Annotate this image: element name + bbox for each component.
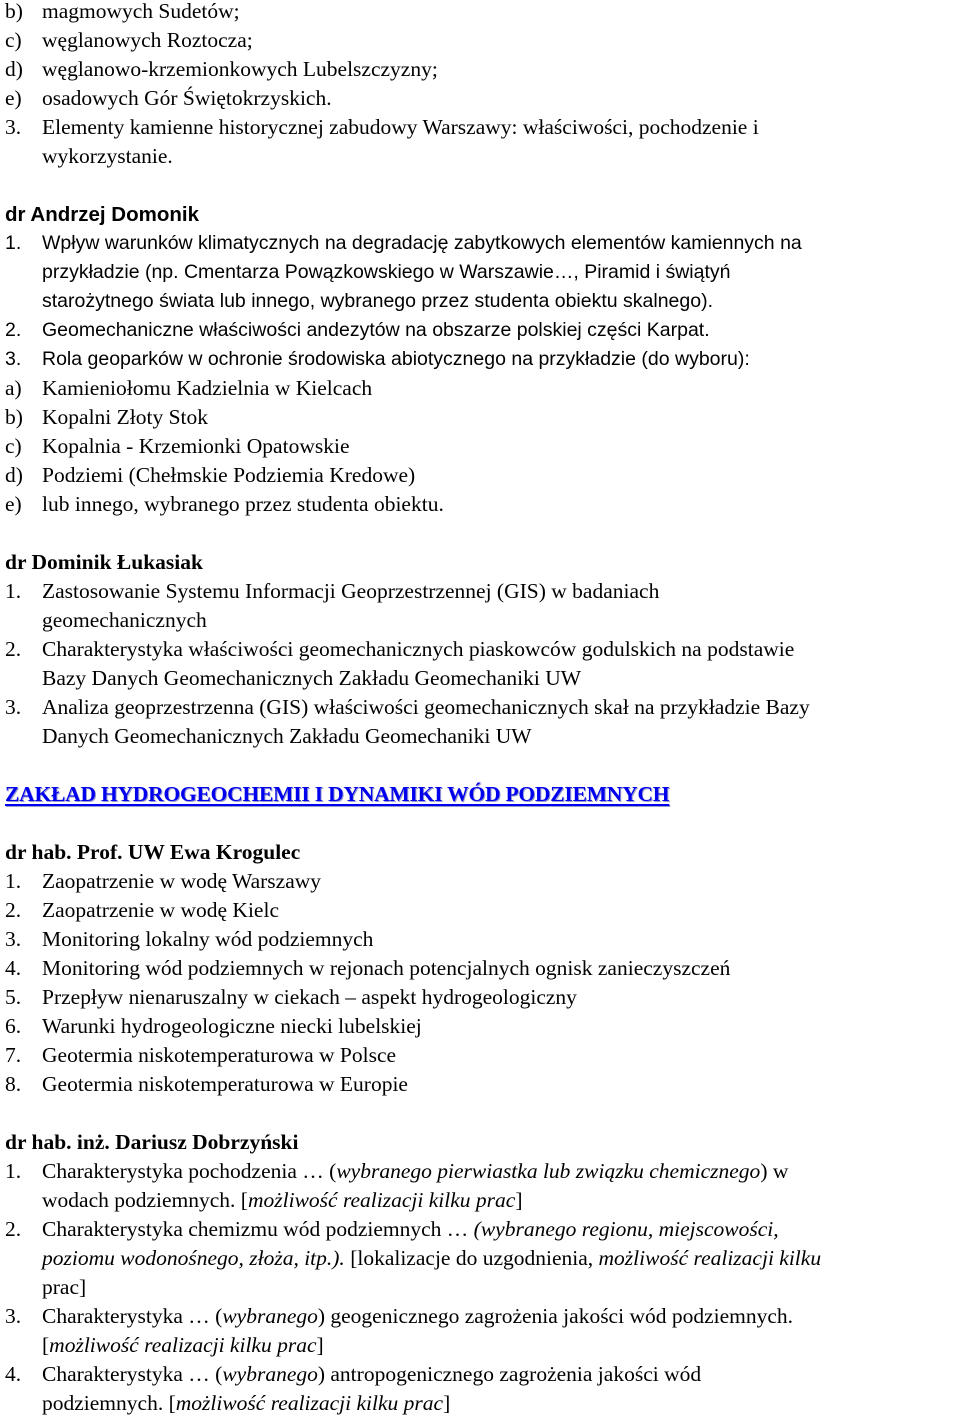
- list-item: [5, 374, 955, 403]
- list-item: [5, 1012, 955, 1041]
- item-label: a): [5, 376, 22, 400]
- item-text: Wpływ warunków klimatycznych na degradację zabytkowych elementów kamiennych na: [42, 232, 802, 254]
- item-text-continuation: poziomu wodonośnego, złoża, itp.). [lokalizacje do uzgodnienia, możliwość realizacji kilku: [42, 1246, 822, 1270]
- item-text: Warunki hydrogeologiczne niecki lubelskiej: [42, 1014, 422, 1038]
- item-text: Geotermia niskotemperaturowa w Polsce: [42, 1043, 397, 1067]
- item-text: Rola geoparków w ochronie środowiska abiotycznego na przykładzie (do wyboru):: [42, 348, 750, 370]
- item-text-continuation: wykorzystanie.: [42, 144, 173, 168]
- list-item: [5, 316, 955, 345]
- section-1-list: [5, 0, 955, 171]
- list-item: [5, 84, 955, 113]
- list-item: [5, 577, 955, 606]
- section-domonik: [5, 200, 955, 374]
- spacer: [5, 1099, 955, 1128]
- item-label: 2.: [5, 637, 22, 661]
- item-text: Podziemi (Chełmskie Podziemia Kredowe): [42, 463, 416, 487]
- item-label: 5.: [5, 985, 22, 1009]
- list-item: [5, 461, 955, 490]
- department-heading: ZAKŁAD HYDROGEOCHEMII I DYNAMIKI WÓD PODZIEMNYCH: [5, 782, 670, 806]
- item-text: węglanowo-krzemionkowych Lubelszczyzny;: [42, 57, 438, 81]
- item-text: Zastosowanie Systemu Informacji Geoprzestrzennej (GIS) w badaniach: [42, 579, 660, 603]
- item-text: Charakterystyka chemizmu wód podziemnych … (wybranego regionu, miejscowości,: [42, 1217, 779, 1241]
- list-item: [5, 1302, 955, 1331]
- item-text: Charakterystyka pochodzenia … (wybranego pierwiastka lub związku chemicznego) w: [42, 1159, 789, 1183]
- list-item: [5, 896, 955, 925]
- item-label: 6.: [5, 1014, 22, 1038]
- item-text-continuation: Bazy Danych Geomechanicznych Zakładu Geomechaniki UW: [42, 666, 582, 690]
- item-text-continuation: podziemnych. [możliwość realizacji kilku prac]: [42, 1391, 451, 1415]
- item-text: magmowych Sudetów;: [42, 0, 240, 23]
- item-text: Geomechaniczne właściwości andezytów na obszarze polskiej części Karpat.: [42, 319, 710, 341]
- list-item: [5, 1070, 955, 1099]
- list-item: [5, 635, 955, 664]
- author-name: dr Dominik Łukasiak: [5, 550, 203, 574]
- list-item: [5, 113, 955, 142]
- item-label: c): [5, 434, 22, 458]
- spacer: [5, 751, 955, 780]
- list-item: [5, 26, 955, 55]
- list-item: [5, 983, 955, 1012]
- item-label: 1.: [5, 869, 22, 893]
- list-item: [5, 403, 955, 432]
- item-label: 4.: [5, 1362, 22, 1386]
- item-text: Analiza geoprzestrzenna (GIS) właściwości geomechanicznych skał na przykładzie Bazy: [42, 695, 810, 719]
- item-label: e): [5, 492, 22, 516]
- item-label: d): [5, 57, 23, 81]
- list-item: [5, 0, 955, 26]
- item-label: 8.: [5, 1072, 22, 1096]
- item-text: lub innego, wybranego przez studenta obiektu.: [42, 492, 444, 516]
- item-label: 2.: [5, 319, 22, 341]
- domonik-options: [5, 374, 955, 519]
- item-label: b): [5, 0, 23, 23]
- item-label: b): [5, 405, 23, 429]
- item-text: Przepływ nienaruszalny w ciekach – aspekt hydrogeologiczny: [42, 985, 577, 1009]
- list-item: [5, 954, 955, 983]
- author-name: dr hab. inż. Dariusz Dobrzyński: [5, 1130, 299, 1154]
- list-item: [5, 229, 955, 258]
- section-dobrzynski: [5, 1128, 955, 1418]
- list-item: [5, 1157, 955, 1186]
- item-text: Kopalnia - Krzemionki Opatowskie: [42, 434, 350, 458]
- item-text: Zaopatrzenie w wodę Warszawy: [42, 869, 322, 893]
- item-label: 4.: [5, 956, 22, 980]
- item-label: 3.: [5, 348, 22, 370]
- item-text-continuation: starożytnego świata lub innego, wybranego przez studenta obiektu skalnego).: [42, 290, 713, 312]
- list-item: [5, 55, 955, 84]
- list-item: [5, 693, 955, 722]
- item-label: 1.: [5, 232, 22, 254]
- item-label: 3.: [5, 115, 22, 139]
- item-text: Charakterystyka właściwości geomechanicznych piaskowców godulskich na podstawie: [42, 637, 795, 661]
- item-label: 3.: [5, 1304, 22, 1328]
- author-name: dr hab. Prof. UW Ewa Krogulec: [5, 840, 301, 864]
- spacer: [5, 519, 955, 548]
- item-text: Charakterystyka … (wybranego) geogenicznego zagrożenia jakości wód podziemnych.: [42, 1304, 794, 1328]
- item-text-continuation: Danych Geomechanicznych Zakładu Geomechaniki UW: [42, 724, 532, 748]
- item-label: 3.: [5, 695, 22, 719]
- item-text-continuation: [możliwość realizacji kilku prac]: [42, 1333, 324, 1357]
- list-item: [5, 1360, 955, 1389]
- list-item: [5, 490, 955, 519]
- list-item: [5, 1215, 955, 1244]
- list-item: [5, 345, 955, 374]
- item-label: e): [5, 86, 22, 110]
- item-label: 1.: [5, 579, 22, 603]
- item-text: węglanowych Roztocza;: [42, 28, 253, 52]
- item-label: 3.: [5, 927, 22, 951]
- section-lukasiak: [5, 548, 955, 751]
- item-text: Kopalni Złoty Stok: [42, 405, 209, 429]
- spacer: [5, 809, 955, 838]
- list-item: [5, 1041, 955, 1070]
- item-text-continuation: geomechanicznych: [42, 608, 207, 632]
- item-text: osadowych Gór Świętokrzyskich.: [42, 86, 332, 110]
- section-krogulec: [5, 838, 955, 1099]
- item-text-continuation: wodach podziemnych. [możliwość realizacji kilku prac]: [42, 1188, 523, 1212]
- spacer: [5, 171, 955, 200]
- author-name: dr Andrzej Domonik: [5, 203, 199, 226]
- item-label: d): [5, 463, 23, 487]
- item-text-continuation: przykładzie (np. Cmentarza Powązkowskiego w Warszawie…, Piramid i świątyń: [42, 261, 731, 283]
- item-text: Kamieniołomu Kadzielnia w Kielcach: [42, 376, 373, 400]
- list-item: [5, 867, 955, 896]
- item-text-continuation: prac]: [42, 1275, 87, 1299]
- item-label: 7.: [5, 1043, 22, 1067]
- item-text: Monitoring lokalny wód podziemnych: [42, 927, 374, 951]
- item-text: Elementy kamienne historycznej zabudowy Warszawy: właściwości, pochodzenie i: [42, 115, 759, 139]
- item-label: 1.: [5, 1159, 22, 1183]
- list-item: [5, 432, 955, 461]
- item-text: Zaopatrzenie w wodę Kielc: [42, 898, 279, 922]
- document-page: [5, 0, 955, 1418]
- item-label: 2.: [5, 1217, 22, 1241]
- list-item: [5, 925, 955, 954]
- item-text: Geotermia niskotemperaturowa w Europie: [42, 1072, 408, 1096]
- item-label: c): [5, 28, 22, 52]
- item-text: Charakterystyka … (wybranego) antropogenicznego zagrożenia jakości wód: [42, 1362, 702, 1386]
- item-label: 2.: [5, 898, 22, 922]
- item-text: Monitoring wód podziemnych w rejonach potencjalnych ognisk zanieczyszczeń: [42, 956, 731, 980]
